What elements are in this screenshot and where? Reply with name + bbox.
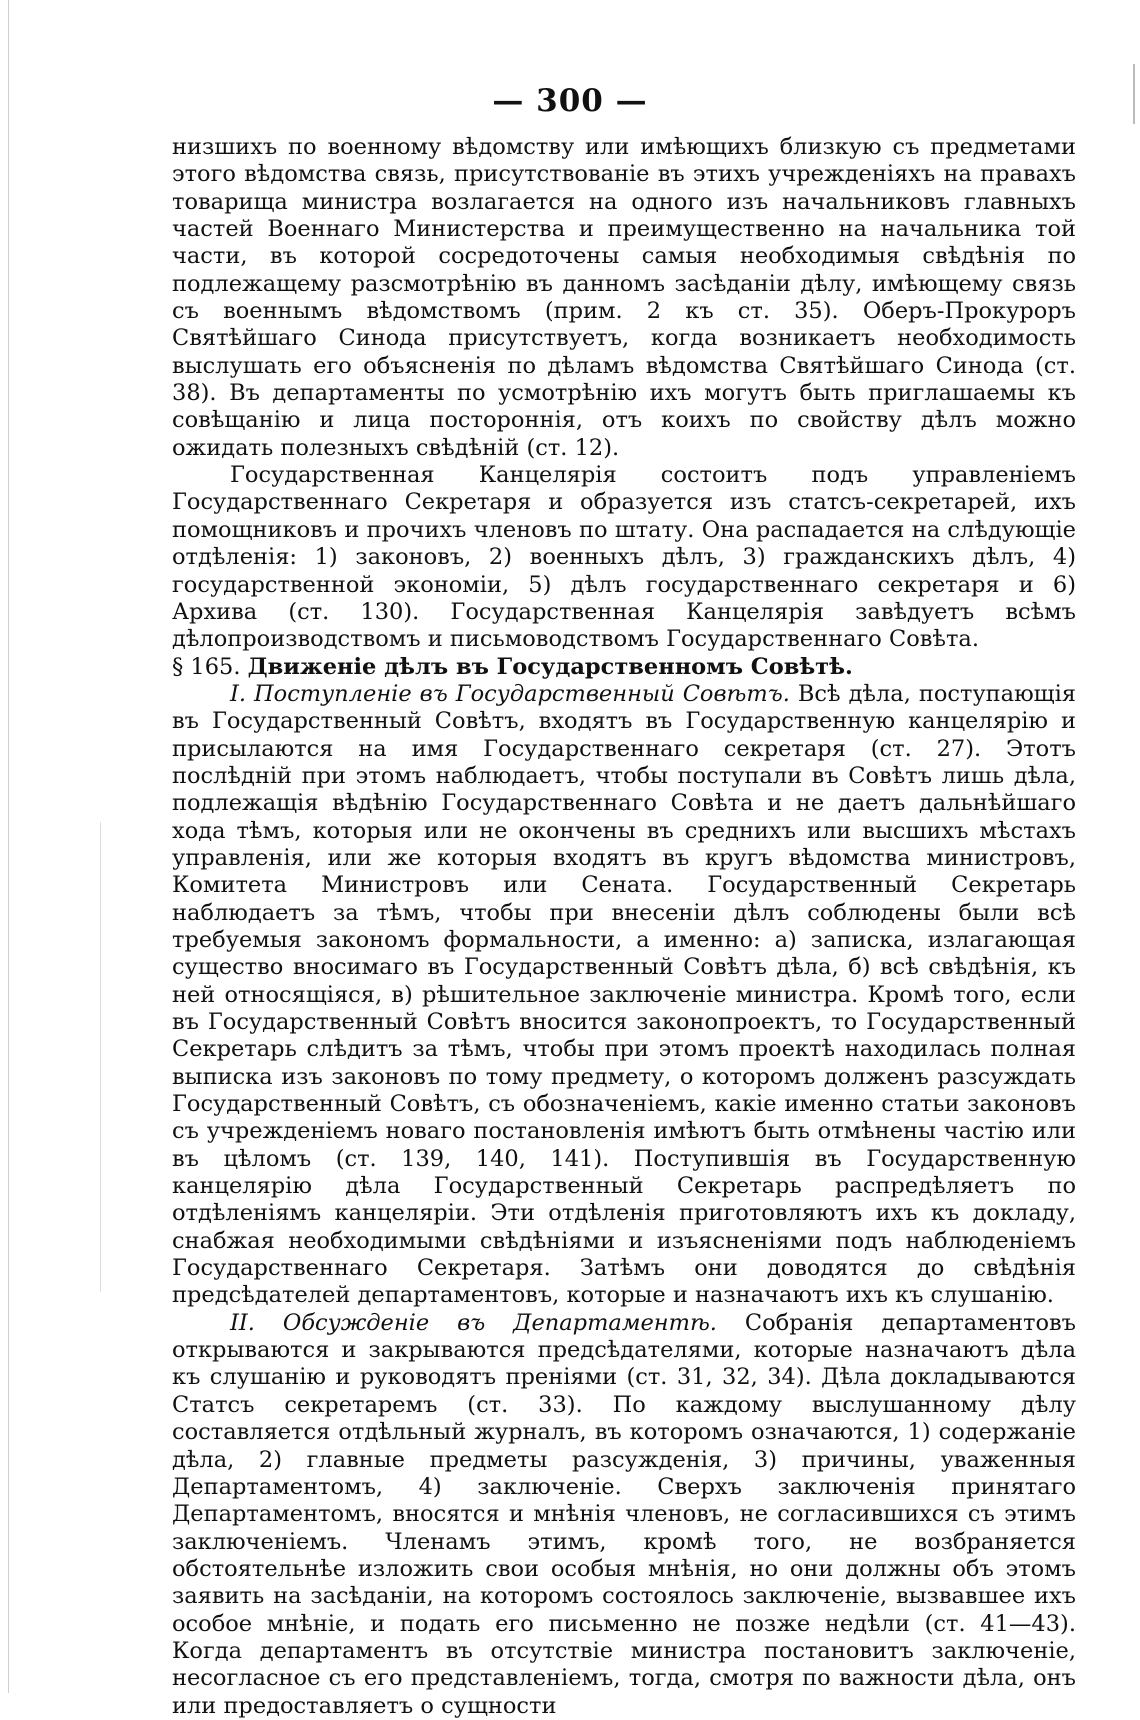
paragraph-continued: низшихъ по военному вѣдомству или имѣющихъ близкую съ предметами этого вѣдомства связь, присутствованіе въ этихъ учрежденіяхъ на правахъ товарища министра возлагается на одного изъ начальниковъ главныхъ частей Военнаго Министерства и преимущественно на начальника той части, въ которой сосредоточены самыя необходимыя свѣдѣнія по подлежащему разсмотрѣнію въ данномъ засѣданіи дѣлу, имѣющему связь съ военнымъ вѣдомствомъ (прим. 2 къ ст. 35). Оберъ-Прокуроръ Святѣйшаго Синода присутствуетъ, когда возникаетъ необходимость выслушать его объясненія по дѣламъ вѣдомства Святѣйшаго Синода (ст. 38). Въ департаменты по усмотрѣнію ихъ могутъ быть приглашаемы къ совѣщанію и лица постороннія, отъ коихъ по свойству дѣлъ можно ожидать полезныхъ свѣдѣній (ст. 12).: [172, 134, 1076, 461]
part-2-text: Собранія департаментовъ открываются и закрываются предсѣдателями, которые назначаютъ дѣла къ слушанію и руководятъ преніями (ст. 31, 32, 34). Дѣла докладываются Статсъ секретаремъ (ст. 33). По каждому выслушанному дѣлу составляется отдѣльный журналъ, въ которомъ означаются, 1) содержаніе дѣла, 2) главные предметы разсужденія, 3) причины, уваженныя Департаментомъ, 4) заключеніе. Сверхъ заключенія принятаго Департаментомъ, вносятся и мнѣнія членовъ, не согласившихся съ этимъ заключеніемъ. Членамъ этимъ, кромѣ того, не возбраняется обстоятельнѣе изложить свои особыя мнѣнія, но они должны объ этомъ заявить на засѣданіи, на которомъ состоялось заключеніе, вызвавшее ихъ особое мнѣніе, и подать его письменно не позже недѣли (ст. 41—43). Когда департаментъ въ отсутствіе министра постановитъ заключеніе, несогласное съ его представленіемъ, тогда, смотря по важности дѣла, онъ или предоставляетъ о сущности: [172, 1309, 1076, 1719]
section-number: § 165.: [172, 653, 241, 680]
part-1-text: Всѣ дѣла, поступающія въ Государственный Совѣтъ, входятъ въ Государственную канцелярію и присылаются на имя Государственнаго секретаря (ст. 27). Этотъ послѣдній при этомъ наблюдаетъ, чтобы поступали въ Совѣтъ лишь дѣла, подлежащія вѣдѣнію Государственнаго Совѣта и не даетъ дальнѣйшаго хода тѣмъ, которыя или не окончены въ среднихъ или высшихъ мѣстахъ управленія, или же которыя входятъ въ кругъ вѣдомства министровъ, Комитета Министровъ или Сената. Государственный Секретарь наблюдаетъ за тѣмъ, чтобы при внесеніи дѣлъ соблюдены были всѣ требуемыя закономъ формальности, а именно: а) записка, излагающая существо вносимаго въ Государственный Совѣтъ дѣла, б) всѣ свѣдѣнія, къ ней относящіяся, в) рѣшительное заключеніе министра. Кромѣ того, если въ Государственный Совѣтъ вносится законопроектъ, то Государственный Секретарь слѣдитъ за тѣмъ, чтобы при этомъ проектѣ находилась полная выписка изъ законовъ по тому предмету, о которомъ долженъ разсуждать Государственный Совѣтъ, съ обозначеніемъ, какіе именно статьи законовъ съ учрежденіемъ новаго постановленія имѣютъ быть отмѣнены частію или въ цѣломъ (ст. 139, 140, 141). Поступившія въ Государственную канцелярію дѣла Государственный Секретарь распредѣляетъ по отдѣленіямъ канцеляріи. Эти отдѣленія приготовляютъ ихъ къ докладу, снабжая необходимыми свѣдѣніями и изъясненіями подъ наблюденіемъ Государственнаго Секретаря. Затѣмъ они доводятся до свѣдѣнія предсѣдателей департаментовъ, которые и назначаютъ ихъ къ слушанію.: [172, 680, 1076, 1309]
scan-edge-line: [8, 0, 9, 1693]
section-title: Движеніе дѣлъ въ Государственномъ Совѣтѣ.: [247, 653, 853, 680]
paragraph-part-1: [172, 681, 1076, 1310]
section-heading: [172, 654, 1076, 681]
scan-margin-mark: [100, 822, 101, 1292]
part-1-lead: I. Поступленіе въ Государственный Совѣтъ.: [230, 680, 790, 707]
part-2-lead: II. Обсужденіе въ Департаментѣ.: [230, 1309, 717, 1336]
page-number: — 300 —: [492, 83, 648, 119]
paragraph-chancellery: Государственная Канцелярія состоитъ подъ управленіемъ Государственнаго Секретаря и образуется изъ статсъ-секретарей, ихъ помощниковъ и прочихъ членовъ по штату. Она распадается на слѣдующіе отдѣленія: 1) законовъ, 2) военныхъ дѣлъ, 3) гражданскихъ дѣлъ, 4) государственной экономіи, 5) дѣлъ государственнаго секретаря и 6) Архива (ст. 130). Государственная Канцелярія завѣдуетъ всѣмъ дѣлопроизводствомъ и письмоводствомъ Государственнаго Совѣта.: [172, 462, 1076, 653]
body-text: [172, 134, 1076, 1720]
paragraph-part-2: [172, 1310, 1076, 1720]
